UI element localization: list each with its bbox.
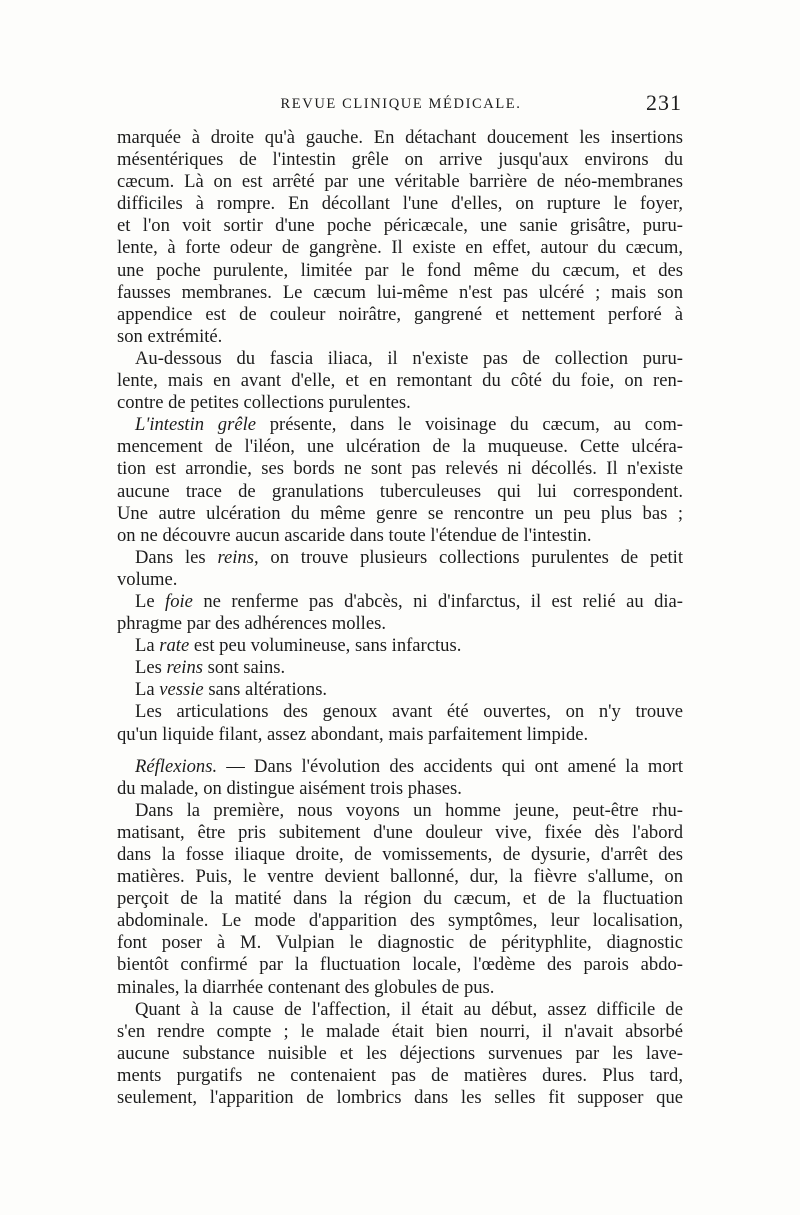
text-line: marquée à droite qu'à gauche. En détachant doucement les insertions [117, 127, 683, 148]
text-line [117, 635, 683, 657]
text-line: fausses membranes. Le cæcum lui-même n'est pas ulcéré ; mais son [117, 281, 683, 303]
text-run: La [135, 679, 160, 701]
italic-term: Réflexions. [135, 755, 218, 777]
section-gap [117, 746, 683, 756]
text-line: mésentériques de l'intestin grêle on arrive jusqu'aux environs du [117, 149, 683, 171]
text-run: présente, dans le voisinage du cæcum, au com- [256, 414, 683, 436]
text-line: appendice est de couleur noirâtre, gangrené et nettement perforé à [117, 303, 683, 325]
text-run: La [135, 635, 160, 657]
text-run: Dans les [135, 546, 218, 568]
text-line: minales, la diarrhée contenant des globules de pus. [117, 976, 495, 998]
text-run: sont sains. [203, 657, 286, 679]
text-line [117, 657, 683, 679]
text-line: aucune substance nuisible et les déjections survenues par les lave- [117, 1042, 683, 1064]
text-line: abdominale. Le mode d'apparition des symptômes, leur localisation, [117, 910, 683, 932]
text-line: Quant à la cause de l'affection, il était au début, assez difficile de [135, 998, 683, 1020]
text-run: Le [135, 590, 166, 612]
text-line: Une autre ulcération du même genre se rencontre un peu plus bas ; [117, 502, 683, 524]
text-line: phragme par des adhérences molles. [117, 613, 386, 635]
text-line: et l'on voit sortir d'une poche péricæcale, une sanie grisâtre, puru- [117, 215, 683, 237]
text-line: lente, mais en avant d'elle, et en remontant du côté du foie, on ren- [117, 370, 683, 392]
text-line [117, 756, 683, 778]
page-number: 231 [646, 90, 682, 115]
text-run: Les [135, 657, 167, 679]
text-line: matisant, être pris subitement d'une douleur vive, fixée dès l'abord [117, 821, 683, 843]
italic-term: L'intestin grêle [135, 414, 257, 436]
text-line [117, 414, 683, 436]
italic-term: reins [217, 546, 254, 568]
text-line: cæcum. Là on est arrêté par une véritable barrière de néo-membranes [117, 171, 683, 193]
text-line [117, 591, 683, 613]
text-run: ne renferme pas d'abcès, ni d'infarctus, il est relié au dia- [192, 590, 683, 612]
text-line: font poser à M. Vulpian le diagnostic de pérityphlite, diagnostic [117, 932, 683, 954]
text-run: sans altérations. [203, 679, 328, 701]
text-line: Au-dessous du fascia iliaca, il n'existe pas de collection puru- [135, 347, 683, 369]
italic-term: foie [165, 590, 193, 612]
text-line: tion est arrondie, ses bords ne sont pas relevés ni décollés. Il n'existe [117, 458, 683, 480]
text-line: bientôt confirmé par la fluctuation locale, l'œdème des parois abdo- [117, 954, 683, 976]
text-line [117, 547, 683, 569]
text-run: — Dans l'évolution des accidents qui ont amené la mort [217, 755, 683, 777]
text-run: est peu volumineuse, sans infarctus. [189, 635, 462, 657]
page-header [120, 92, 682, 118]
text-line: mencement de l'iléon, une ulcération de la muqueuse. Cette ulcéra- [117, 436, 683, 458]
text-line: son extrémité. [117, 325, 223, 347]
text-line: volume. [117, 568, 178, 590]
text-line: une poche purulente, limitée par le fond même du cæcum, et des [117, 259, 683, 281]
text-line: lente, à forte odeur de gangrène. Il existe en effet, autour du cæcum, [117, 237, 683, 259]
text-line: qu'un liquide filant, assez abondant, mais parfaitement limpide. [117, 723, 589, 745]
text-line: difficiles à rompre. En décollant l'une d'elles, on rupture le foyer, [117, 193, 683, 215]
text-line [117, 679, 683, 701]
italic-term: vessie [159, 679, 204, 701]
italic-term: reins [166, 657, 203, 679]
text-line: perçoit de la matité dans la région du cæcum, et de la fluctuation [117, 888, 683, 910]
text-run: , on trouve plusieurs collections purulentes de petit [253, 546, 683, 568]
text-line: Dans la première, nous voyons un homme jeune, peut-être rhu- [135, 799, 683, 821]
running-title: REVUE CLINIQUE MÉDICALE. [280, 96, 522, 112]
text-line: dans la fosse iliaque droite, de vomissements, de dysurie, d'arrêt des [117, 844, 683, 865]
text-line: contre de petites collections purulentes. [117, 392, 411, 414]
text-line: ments purgatifs ne contenaient pas de matières dures. Plus tard, [117, 1064, 683, 1086]
text-line: on ne découvre aucun ascaride dans toute l'étendue de l'intestin. [117, 524, 592, 546]
page-body [117, 127, 683, 1109]
text-line: aucune trace de granulations tuberculeuses qui lui correspondent. [117, 480, 683, 502]
text-line: seulement, l'apparition de lombrics dans les selles fit supposer que [117, 1087, 683, 1109]
text-line: s'en rendre compte ; le malade était bien nourri, il n'avait absorbé [117, 1020, 683, 1042]
italic-term: rate [159, 635, 190, 657]
text-line: Les articulations des genoux avant été ouvertes, on n'y trouve [135, 701, 683, 723]
text-line: du malade, on distingue aisément trois phases. [117, 777, 462, 799]
text-line: matières. Puis, le ventre devient ballonné, dur, la fièvre s'allume, on [117, 866, 683, 888]
